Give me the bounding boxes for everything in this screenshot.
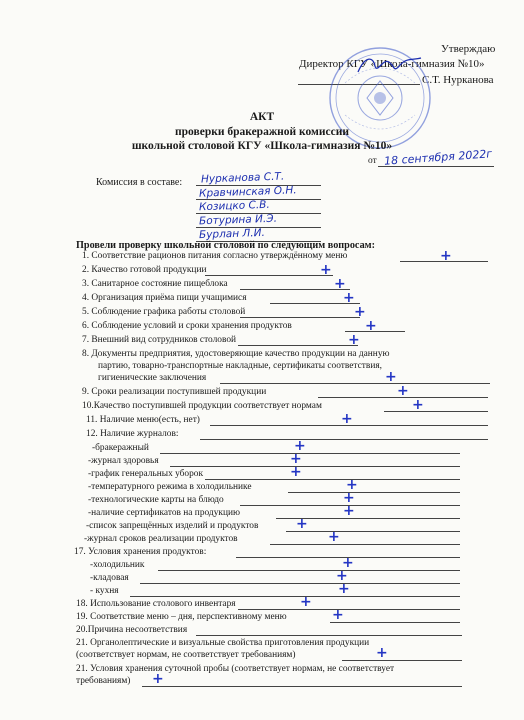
checklist-item: 3. Санитарное состояние пищеблока (82, 279, 228, 289)
check-mark: + (346, 477, 358, 493)
check-mark: + (397, 383, 409, 399)
check-mark: + (290, 464, 302, 480)
check-mark: + (343, 503, 355, 519)
checklist-item: 6. Соблюдение условий и сроки хранения продуктов (82, 321, 292, 331)
checklist-item: 17. Условия хранения продуктов: (74, 547, 207, 557)
check-mark: + (365, 318, 377, 334)
date-handwritten: 18 сентября 2022г (383, 147, 493, 168)
journal-item: -бракеражный (92, 443, 149, 453)
section-heading: Провели проверку школьной столовой по следующим вопросам: (76, 240, 375, 251)
item-line (205, 275, 333, 276)
item-line (196, 635, 462, 636)
check-mark: + (343, 290, 355, 306)
commission-member: Кравчинская О.Н. (198, 184, 297, 200)
journal-item: -температурного режима в холодильнике (88, 482, 252, 492)
item-line (130, 596, 460, 597)
checklist-item: 2. Качество готовой продукции (82, 265, 207, 275)
check-mark: + (336, 568, 348, 584)
checklist-item-cont: гигиенические заключения (98, 373, 207, 383)
item-line (238, 609, 460, 610)
check-mark: + (343, 490, 355, 506)
check-mark: + (320, 262, 332, 278)
item-line (330, 622, 460, 623)
item-line (288, 492, 460, 493)
check-mark: + (334, 276, 346, 292)
commission-member: Ботурина И.Э. (198, 212, 278, 228)
check-mark: + (354, 304, 366, 320)
checklist-item: 5. Соблюдение графика работы столовой (82, 307, 246, 317)
check-mark: + (290, 451, 302, 467)
commission-member: Бурлан Л.И. (198, 226, 266, 242)
checklist-item: 9. Сроки реализации поступившей продукции (82, 387, 267, 397)
item-line (240, 317, 360, 318)
commission-member: Нурканова С.Т. (200, 170, 285, 186)
commission-label: Комиссия в составе: (96, 177, 183, 188)
doc-title: АКТ (249, 111, 275, 123)
check-mark: + (412, 397, 424, 413)
item-line (142, 686, 462, 687)
item-line (200, 439, 488, 440)
signer-name: С.Т. Нурканова (422, 74, 494, 86)
checklist-item: 4. Организация приёма пищи учащимися (82, 293, 247, 303)
item-line (140, 583, 460, 584)
checklist-item-cont: требованиям) (76, 676, 131, 686)
item-line (170, 466, 460, 467)
check-mark: + (342, 555, 354, 571)
check-mark: + (294, 438, 306, 454)
check-mark: + (338, 581, 350, 597)
check-mark: + (296, 516, 308, 532)
check-mark: + (300, 594, 312, 610)
item-line (270, 544, 460, 545)
checklist-item: 8. Документы предприятия, удостоверяющие качество продукции на данную (82, 349, 390, 359)
checklist-item: 7. Внешний вид сотрудников столовой (82, 335, 237, 345)
item-line (342, 660, 462, 661)
check-mark: + (440, 248, 452, 264)
commission-member: Козицко С.В. (198, 198, 270, 214)
journal-item: -журнал сроков реализации продуктов (84, 534, 238, 544)
checklist-item: 21. Органолептические и визуальные свойства приготовления продукции (76, 638, 370, 648)
item-line (286, 531, 460, 532)
storage-item: -кладовая (90, 573, 129, 583)
checklist-item: 19. Соответствие меню – дня, перспективному меню (76, 612, 287, 622)
storage-item: - кухня (90, 586, 119, 596)
checklist-item: 20.Причина несоответствия (76, 625, 188, 635)
date-prefix: от (368, 156, 377, 166)
checklist-item: 12. Наличие журналов: (86, 429, 179, 439)
item-line (158, 570, 460, 571)
approval-label: Утверждаю (441, 43, 496, 55)
check-mark: + (152, 671, 164, 687)
checklist-item-cont: (соответствует нормам, не соответствует требованиям) (76, 650, 296, 660)
storage-item: -холодильник (90, 560, 145, 570)
journal-item: -журнал здоровья (88, 456, 159, 466)
item-line (384, 411, 488, 412)
check-mark: + (341, 411, 353, 427)
item-line (205, 479, 460, 480)
journal-item: -список запрещённых изделий и продуктов (86, 521, 259, 531)
director-signature-icon (355, 52, 425, 80)
checklist-item: 10.Качество поступившей продукции соответствует нормам (82, 401, 322, 411)
check-mark: + (332, 607, 344, 623)
check-mark: + (328, 529, 340, 545)
journal-item: -наличие сертификатов на продукцию (88, 508, 240, 518)
item-line (238, 345, 358, 346)
checklist-item: 21. Условия хранения суточной пробы (соответствует нормам, не соответствует (76, 664, 395, 674)
doc-subtitle: проверки бракеражной комиссии (175, 126, 349, 138)
checklist-item: 11. Наличие меню(есть, нет) (86, 415, 200, 425)
checklist-item: 1. Соответствие рационов питания согласно утверждённому меню (82, 251, 348, 261)
check-mark: + (385, 369, 397, 385)
journal-item: -технологические карты на блюдо (88, 495, 224, 505)
journal-item: -график генеральных уборок (88, 469, 204, 479)
item-line (220, 383, 490, 384)
item-line (160, 453, 460, 454)
checklist-item: 18. Использование столового инвентаря (76, 599, 236, 609)
check-mark: + (376, 645, 388, 661)
doc-subtitle-school: школьной столовой КГУ «Школа-гимназия №10» (131, 140, 393, 152)
check-mark: + (348, 332, 360, 348)
director-title: Директор КГУ «Школа-гимназия №10» (299, 58, 485, 70)
checklist-item-cont: партию, товарно-транспортные накладные, сертификаты соответствия, (98, 361, 383, 371)
